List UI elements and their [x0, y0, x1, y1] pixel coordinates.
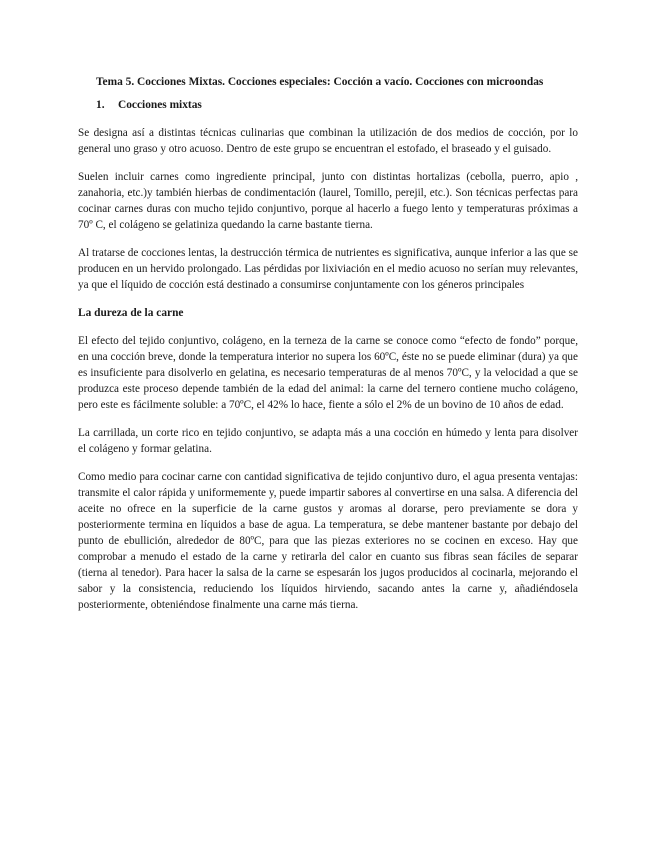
paragraph: Se designa así a distintas técnicas culinarias que combinan la utilización de dos medios de cocción, por lo general uno graso y otro acuoso. Dentro de este grupo se encuentran el estofado, el braseado y el guisado. [78, 127, 578, 155]
paragraph: La carrillada, un corte rico en tejido conjuntivo, se adapta más a una cocción en húmedo y lenta para disolver el colágeno y formar gelatina. [78, 427, 578, 455]
subheading: La dureza de la carne [78, 307, 184, 319]
document-title: Tema 5. Cocciones Mixtas. Cocciones especiales: Cocción a vacío. Cocciones con microondas [96, 76, 544, 88]
section-title: Cocciones mixtas [118, 99, 202, 111]
section-number: 1. [96, 99, 105, 111]
document-page [78, 74, 578, 625]
paragraph: Suelen incluir carnes como ingrediente principal, junto con distintas hortalizas (cebolla, puerro, apio , zanahoria, etc.)y también hierbas de condimentación (laurel, Tomillo, perejil, etc.). Son técnicas perfectas para cocinar carnes duras con mucho tejido conjuntivo, porque al hacerlo a fuego lento y temperaturas próximas a 70º C, el colágeno se gelatiniza quedando la carne bastante tierna. [78, 171, 578, 231]
paragraph: Al tratarse de cocciones lentas, la destrucción térmica de nutrientes es significativa, aunque inferior a las que se producen en un hervido prolongado. Las pérdidas por lixiviación en el medio acuoso no serían muy relevantes, ya que el líquido de cocción está destinado a consumirse conjuntamente con los géneros principales [78, 247, 578, 291]
paragraph: El efecto del tejido conjuntivo, colágeno, en la terneza de la carne se conoce como “efecto de fondo” porque, en una cocción breve, donde la temperatura interior no supera los 60ºC, éste no se puede eliminar (dura) ya que es insuficiente para disolverlo en gelatina, es necesario temperaturas de al menos 70ºC, y la velocidad a que se produzca este proceso depende también de la edad del animal: la carne del ternero contiene mucho colágeno, pero este es fácilmente soluble: a 70ºC, el 42% lo hace, fiente a sólo el 2% de un bovino de 10 años de edad. [78, 335, 578, 411]
section-heading [78, 97, 578, 113]
paragraph: Como medio para cocinar carne con cantidad significativa de tejido conjuntivo duro, el agua presenta ventajas: transmite el calor rápida y uniformemente y, puede impartir sabores al convertirse en una salsa. A diferencia del aceite no ofrece en la superficie de la carne gustos y aromas al dorarse, pero previamente se dora y posteriormente termina en líquidos a base de agua. La temperatura, se debe mantener bastante por debajo del punto de ebullición, alrededor de 80ºC, para que las piezas exteriores no se cocinen en exceso. Hay que comprobar a menudo el estado de la carne y retirarla del calor en cuanto sus fibras sean fáciles de separar (tierna al tenedor). Para hacer la salsa de la carne se espesarán los jugos producidos al cocinarla, mejorando el sabor y la consistencia, reduciendo los líquidos hirviendo, sacando antes la carne y, añadiéndosela posteriormente, obteniéndose finalmente una carne más tierna. [78, 471, 578, 611]
